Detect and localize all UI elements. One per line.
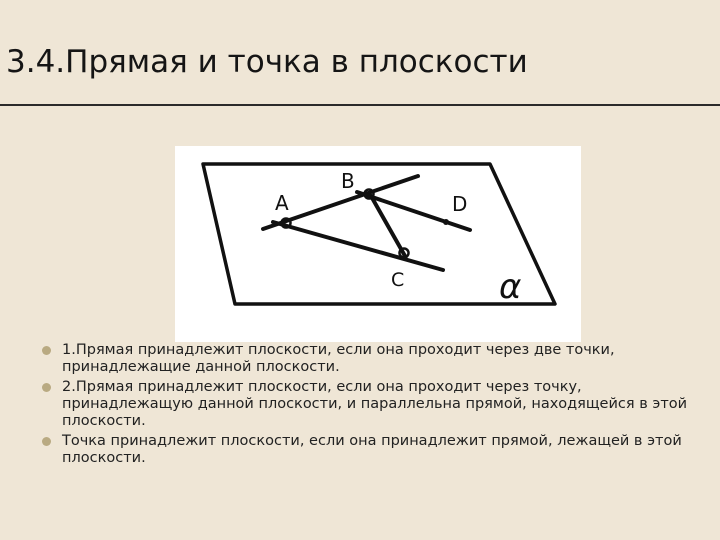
label-d: D <box>452 192 468 216</box>
bullet-dot-icon <box>42 383 51 392</box>
label-b: B <box>341 169 355 193</box>
label-alpha: α <box>499 267 522 307</box>
plane-figure <box>175 146 581 342</box>
bullet-list <box>42 342 702 470</box>
bullet-item <box>42 379 702 430</box>
line-ac <box>273 222 443 270</box>
bullet-text: Точка принадлежит плоскости, если она принадлежит прямой, лежащей в этой плоскости. <box>62 433 682 466</box>
bullet-item <box>42 433 702 467</box>
label-a: A <box>275 191 289 215</box>
title-divider <box>0 104 720 106</box>
bullet-text: 1.Прямая принадлежит плоскости, если она проходит через две точки, принадлежащие данной плоскости. <box>62 342 615 375</box>
label-c: C <box>391 269 405 291</box>
plane-diagram <box>175 146 581 342</box>
bullet-item <box>42 342 702 376</box>
bullet-dot-icon <box>42 437 51 446</box>
slide-title: 3.4.Прямая и точка в плоскости <box>6 44 528 80</box>
bullet-text: 2.Прямая принадлежит плоскости, если она проходит через точку, принадлежащую данной плоскости, и параллельна прямой, находящейся в этой плоскости. <box>62 379 688 429</box>
bullet-dot-icon <box>42 346 51 355</box>
point-d <box>443 219 449 225</box>
